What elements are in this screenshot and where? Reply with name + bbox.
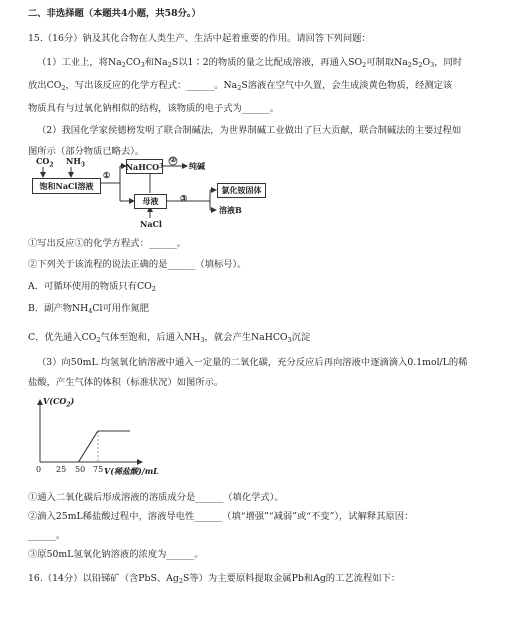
flow-step1-label: ① <box>103 170 111 180</box>
graph-tick-0: 0 <box>36 465 42 474</box>
q15-p6: ①写出反应①的化学方程式：______。 <box>28 238 187 249</box>
graph-x-label: V(稀盐酸)/mL <box>104 466 159 476</box>
section-title: 二、非选择题（本题共4小题，共58分。） <box>28 8 201 19</box>
flow-box-nh4cl: 氯化铵固体 <box>217 183 266 198</box>
flow-soda-label: 纯碱 <box>189 161 205 171</box>
q15-p1: （1）工业上，将$Na_2CO_3$和$Na_2S$以1∶2的物质的量之比配成溶液，再通入$SO_2$可制取$Na_2S_2O_3$，同时 <box>37 57 463 69</box>
flow-box-mother-liquor: 母液 <box>134 194 167 209</box>
q15-p7: ②下列关于该流程的说法正确的是______（填标号）。 <box>28 259 247 270</box>
option-c: C．优先通入$CO_2$气体至饱和，后通入$NH_3$，就会产生NaHCO$_3$沉淀 <box>28 332 311 344</box>
flow-nh3-label: $NH_3$ <box>66 156 86 169</box>
flow-solution-b-label: 溶液B <box>219 205 242 215</box>
q15-p5: 图所示（部分物质已略去）。 <box>28 146 145 157</box>
graph-y-label: $V(CO_2)$ <box>43 396 75 409</box>
flow-step3-label: ③ <box>180 193 188 203</box>
flow-step2-label: ② <box>170 155 177 164</box>
graph-tick-50: 50 <box>75 465 86 474</box>
flow-co2-label: $CO_2$ <box>36 156 54 169</box>
graph-tick-75: 75 <box>93 465 104 474</box>
q16-intro: 16.（14分）以铅锑矿（含PbS、$Ag_2S$等）为主要原料提取金属Pb和Ag的工艺流程如下： <box>28 573 401 585</box>
q15-p2: 放出$CO_2$，写出该反应的化学方程式：______。$Na_2S$溶液在空气中久置，会生成淡黄色物质，经测定该 <box>28 80 453 92</box>
flow-box-nacl-solution: 饱和NaCl溶液 <box>32 178 101 194</box>
q15-intro: 15.（16分）钠及其化合物在人类生产、生活中起着重要的作用。请回答下列问题： <box>28 33 371 44</box>
q15-p8: （3）向50mL 均氢氧化钠溶液中通入一定量的二氧化碳，充分反应后再向溶液中逐滴滴入0.1mol/L的稀 <box>37 357 468 368</box>
flow-nacl-label: NaCl <box>140 219 162 229</box>
q15-p10: ①通入二氧化碳后形成溶液的溶质成分是______（填化学式）。 <box>28 492 284 503</box>
q15-p11: ②滴入25mL稀盐酸过程中，溶液导电性______（填“增强”“减弱”或“不变”），试解释其原因： <box>28 511 414 522</box>
q15-p4: （2）我国化学家侯德榜发明了联合制碱法，为世界制碱工业做出了巨大贡献，联合制碱法的主要过程如 <box>37 125 462 136</box>
option-b: B．副产物$NH_4Cl$可用作氮肥 <box>28 303 149 315</box>
graph-series-line <box>40 431 98 462</box>
flow-box-nahco3: NaHCO 3 <box>126 159 163 174</box>
q15-p9: 盐酸，产生气体的体积（标准状况）如图所示。 <box>28 377 224 388</box>
graph-tick-25: 25 <box>56 465 67 474</box>
q15-p12: ______。 <box>28 530 66 541</box>
option-a: A．可循环使用的物质只有$CO_2$ <box>28 281 156 293</box>
q15-p13: ③原50mL氢氧化钠溶液的浓度为______。 <box>28 549 204 560</box>
q15-p3: 物质具有与过氧化钠相似的结构，该物质的电子式为______。 <box>28 103 280 114</box>
